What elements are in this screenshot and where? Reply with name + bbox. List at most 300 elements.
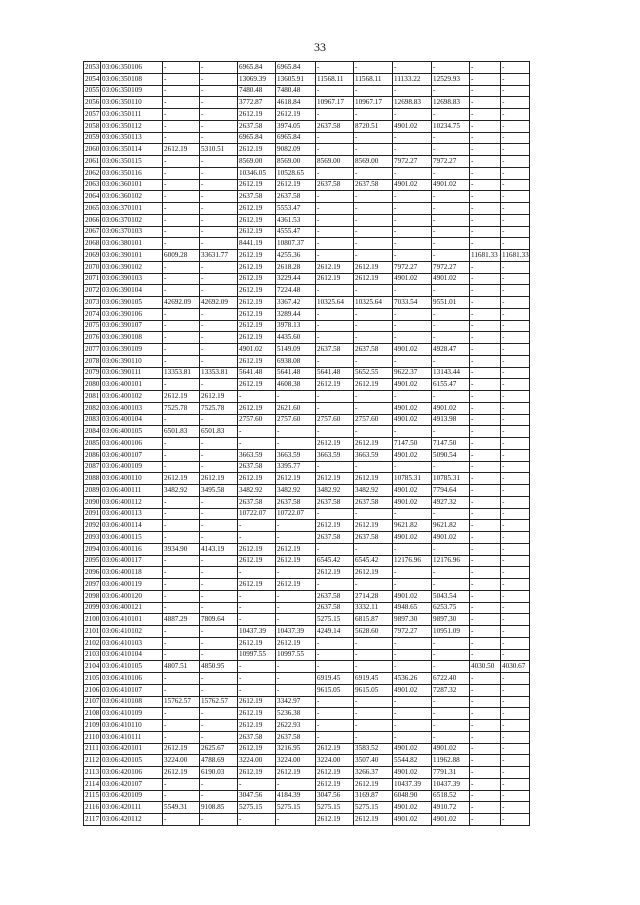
value-cell: - [393,144,432,156]
value-cell: - [276,426,316,438]
value-cell: - [501,144,530,156]
value-cell: 4255.36 [276,250,316,262]
value-cell: 5628.60 [354,626,393,638]
value-cell: - [393,62,432,74]
value-cell: - [200,285,238,297]
value-cell: 8441.19 [238,238,276,250]
value-cell: - [501,62,530,74]
value-cell: 2612.19 [354,520,393,532]
value-cell: - [354,637,393,649]
row-code-cell: 03:06:400112 [101,496,163,508]
value-cell: - [200,261,238,273]
value-cell: 4901.02 [238,344,276,356]
row-code-cell: 03:06:400116 [101,543,163,555]
value-cell: 6155.47 [432,379,470,391]
value-cell: - [316,637,354,649]
value-cell: - [200,461,238,473]
value-cell: 4910.72 [432,802,470,814]
table-row [84,109,530,121]
row-number-cell: 2091 [84,508,101,520]
value-cell: 2612.19 [238,473,276,485]
row-code-cell: 03:06:390111 [101,367,163,379]
value-cell: 5553.47 [276,203,316,215]
value-cell: 2757.60 [238,414,276,426]
value-cell: 4901.02 [393,814,432,826]
value-cell: 2612.19 [238,320,276,332]
value-cell: - [276,438,316,450]
row-code-cell: 03:06:350108 [101,73,163,85]
value-cell: - [354,696,393,708]
value-cell: - [501,379,530,391]
row-number-cell: 2061 [84,156,101,168]
value-cell: - [432,214,470,226]
value-cell: 4928.47 [432,344,470,356]
value-cell: - [200,414,238,426]
row-number-cell: 2114 [84,778,101,790]
table-row [84,473,530,485]
value-cell: 2612.19 [238,285,276,297]
value-cell: 11681.33 [470,250,501,262]
table-row [84,85,530,97]
value-cell: - [470,179,501,191]
value-cell: - [501,590,530,602]
value-cell: 10437.39 [276,626,316,638]
value-cell: 6919.45 [316,673,354,685]
row-number-cell: 2102 [84,637,101,649]
value-cell: 4901.02 [432,532,470,544]
table-row [84,720,530,732]
value-cell: - [200,308,238,320]
row-code-cell: 03:06:410108 [101,696,163,708]
value-cell: 2637.58 [316,532,354,544]
value-cell: 11568.11 [316,73,354,85]
row-number-cell: 2109 [84,720,101,732]
value-cell: - [470,156,501,168]
value-cell: - [393,109,432,121]
value-cell: 2612.19 [238,203,276,215]
value-cell: - [470,567,501,579]
value-cell: - [470,132,501,144]
value-cell: - [470,120,501,132]
table-row [84,496,530,508]
value-cell: - [163,285,200,297]
value-cell: - [200,320,238,332]
value-cell: - [238,614,276,626]
value-cell: 10997.55 [276,649,316,661]
value-cell: - [393,649,432,661]
value-cell: - [470,720,501,732]
value-cell: 2612.19 [238,179,276,191]
value-cell: - [163,238,200,250]
value-cell: - [501,214,530,226]
value-cell: 2637.58 [316,590,354,602]
value-cell: - [163,673,200,685]
value-cell: - [354,332,393,344]
value-cell: 3216.95 [276,743,316,755]
value-cell: 4901.02 [393,590,432,602]
row-code-cell: 03:06:400120 [101,590,163,602]
value-cell: 3482.92 [276,485,316,497]
value-cell: - [501,731,530,743]
value-cell: - [354,132,393,144]
value-cell: - [470,496,501,508]
value-cell: 10951.09 [432,626,470,638]
value-cell: - [470,167,501,179]
value-cell: - [432,285,470,297]
value-cell: 2612.19 [238,767,276,779]
value-cell: 2612.19 [354,814,393,826]
value-cell: - [432,696,470,708]
value-cell: - [200,520,238,532]
value-cell: 13353.81 [163,367,200,379]
row-code-cell: 03:06:410102 [101,626,163,638]
value-cell: - [163,449,200,461]
value-cell: 2612.19 [238,543,276,555]
value-cell: 2612.19 [354,261,393,273]
value-cell: - [354,191,393,203]
value-cell: 4948.65 [393,602,432,614]
row-number-cell: 2060 [84,144,101,156]
row-number-cell: 2066 [84,214,101,226]
row-number-cell: 2107 [84,696,101,708]
value-cell: - [393,332,432,344]
value-cell: - [316,167,354,179]
value-cell: 6919.45 [354,673,393,685]
value-cell: - [354,720,393,732]
value-cell: - [432,250,470,262]
value-cell: 2625.67 [200,743,238,755]
value-cell: - [163,132,200,144]
row-number-cell: 2083 [84,414,101,426]
row-number-cell: 2075 [84,320,101,332]
value-cell: - [501,438,530,450]
value-cell: - [276,614,316,626]
value-cell: - [354,649,393,661]
value-cell: 2612.19 [163,391,200,403]
table-row [84,250,530,262]
value-cell: 2612.19 [316,814,354,826]
value-cell: - [501,778,530,790]
value-cell: - [501,473,530,485]
value-cell: 2637.58 [316,496,354,508]
row-number-cell: 2101 [84,626,101,638]
value-cell: 5275.15 [238,802,276,814]
value-cell: 2612.19 [276,579,316,591]
value-cell: - [470,790,501,802]
value-cell: - [501,426,530,438]
value-cell: - [238,673,276,685]
value-cell: - [316,320,354,332]
value-cell: - [354,508,393,520]
value-cell: - [501,73,530,85]
value-cell: 2612.19 [316,473,354,485]
value-cell: - [316,661,354,673]
row-number-cell: 2105 [84,673,101,685]
value-cell: - [501,273,530,285]
value-cell: - [432,203,470,215]
row-code-cell: 03:06:410109 [101,708,163,720]
value-cell: 11133.22 [393,73,432,85]
value-cell: - [200,720,238,732]
value-cell: 2757.60 [354,414,393,426]
value-cell: 7809.64 [200,614,238,626]
value-cell: - [200,637,238,649]
value-cell: 11568.11 [354,73,393,85]
row-code-cell: 03:06:350114 [101,144,163,156]
value-cell: 9615.05 [316,684,354,696]
value-cell: - [354,543,393,555]
value-cell: - [432,62,470,74]
table-row [84,320,530,332]
value-cell: - [470,297,501,309]
value-cell: 2612.19 [238,332,276,344]
table-row [84,273,530,285]
value-cell: 2612.19 [238,402,276,414]
value-cell: - [238,520,276,532]
value-cell: - [200,567,238,579]
value-cell: 2612.19 [354,567,393,579]
value-cell: 2637.58 [276,731,316,743]
value-cell: 3289.44 [276,308,316,320]
value-cell: 2612.19 [163,743,200,755]
row-number-cell: 2112 [84,755,101,767]
value-cell: 2637.58 [354,532,393,544]
value-cell: - [470,520,501,532]
table-row [84,532,530,544]
value-cell: 2612.19 [163,767,200,779]
value-cell: - [432,708,470,720]
value-cell: - [432,731,470,743]
value-cell: - [393,320,432,332]
value-cell: - [501,579,530,591]
value-cell: - [276,778,316,790]
row-code-cell: 03:06:360101 [101,179,163,191]
value-cell: - [501,720,530,732]
value-cell: - [470,473,501,485]
value-cell: - [470,344,501,356]
value-cell: - [316,426,354,438]
value-cell: - [470,767,501,779]
value-cell: - [501,532,530,544]
value-cell: - [432,508,470,520]
value-cell: 10234.75 [432,120,470,132]
value-cell: - [163,203,200,215]
row-code-cell: 03:06:410104 [101,649,163,661]
row-number-cell: 2092 [84,520,101,532]
value-cell: - [163,438,200,450]
value-cell: 10722.07 [276,508,316,520]
value-cell: 4901.02 [393,802,432,814]
value-cell: 10325.64 [354,297,393,309]
value-cell: 3663.59 [276,449,316,461]
value-cell: 3482.92 [354,485,393,497]
value-cell: - [470,731,501,743]
value-cell: - [238,391,276,403]
row-number-cell: 2095 [84,555,101,567]
value-cell: 2637.58 [238,731,276,743]
value-cell: - [200,332,238,344]
value-cell: - [163,120,200,132]
value-cell: - [470,355,501,367]
row-code-cell: 03:06:350112 [101,120,163,132]
row-number-cell: 2068 [84,238,101,250]
value-cell: - [470,203,501,215]
value-cell: 12698.83 [432,97,470,109]
row-number-cell: 2057 [84,109,101,121]
value-cell: - [393,214,432,226]
row-code-cell: 03:06:350116 [101,167,163,179]
table-row [84,708,530,720]
value-cell: 6965.84 [238,62,276,74]
value-cell: 2612.19 [238,637,276,649]
table-row [84,802,530,814]
value-cell: 10437.39 [432,778,470,790]
value-cell: 5641.48 [316,367,354,379]
row-number-cell: 2074 [84,308,101,320]
value-cell: - [393,426,432,438]
row-number-cell: 2079 [84,367,101,379]
value-cell: - [432,649,470,661]
table-row [84,191,530,203]
value-cell: - [470,402,501,414]
table-row [84,790,530,802]
value-cell: - [163,684,200,696]
value-cell: - [200,344,238,356]
row-code-cell: 03:06:390110 [101,355,163,367]
value-cell: - [276,567,316,579]
value-cell: - [432,579,470,591]
value-cell: - [501,109,530,121]
table-row [84,73,530,85]
value-cell: 3663.59 [316,449,354,461]
row-code-cell: 03:06:400101 [101,379,163,391]
row-number-cell: 2055 [84,85,101,97]
value-cell: - [501,332,530,344]
value-cell: 4927.32 [432,496,470,508]
value-cell: - [393,191,432,203]
table-row [84,308,530,320]
value-cell: - [163,308,200,320]
value-cell: - [276,590,316,602]
value-cell: 2612.19 [276,473,316,485]
value-cell: - [200,731,238,743]
value-cell: - [354,250,393,262]
value-cell: 2612.19 [276,555,316,567]
value-cell: - [276,520,316,532]
value-cell: 2612.19 [238,379,276,391]
value-cell: - [470,637,501,649]
value-cell: - [470,485,501,497]
value-cell: 2612.19 [354,379,393,391]
row-code-cell: 03:06:350110 [101,97,163,109]
value-cell: 2637.58 [316,344,354,356]
value-cell: - [470,109,501,121]
value-cell: 4435.60 [276,332,316,344]
table-row [84,332,530,344]
value-cell: - [163,167,200,179]
row-number-cell: 2085 [84,438,101,450]
table-row [84,391,530,403]
value-cell: - [393,661,432,673]
value-cell: - [163,332,200,344]
value-cell: - [470,649,501,661]
value-cell: - [200,438,238,450]
value-cell: - [316,332,354,344]
value-cell: - [163,156,200,168]
table-row [84,203,530,215]
row-number-cell: 2099 [84,602,101,614]
value-cell: 10785.31 [393,473,432,485]
value-cell: - [470,778,501,790]
value-cell: - [393,567,432,579]
table-row [84,226,530,238]
value-cell: 9621.82 [432,520,470,532]
value-cell: - [200,626,238,638]
value-cell: - [501,696,530,708]
value-cell: 4536.26 [393,673,432,685]
value-cell: 2612.19 [238,720,276,732]
value-cell: - [470,332,501,344]
value-cell: - [200,191,238,203]
value-cell: 7525.78 [200,402,238,414]
table-row [84,132,530,144]
row-code-cell: 03:06:410111 [101,731,163,743]
value-cell: 6965.84 [276,62,316,74]
row-number-cell: 2063 [84,179,101,191]
value-cell: - [316,696,354,708]
value-cell: 4901.02 [393,449,432,461]
row-code-cell: 03:06:400115 [101,532,163,544]
value-cell: - [163,731,200,743]
row-number-cell: 2103 [84,649,101,661]
value-cell: - [470,214,501,226]
value-cell: 3047.56 [316,790,354,802]
value-cell: 42692.09 [200,297,238,309]
table-row [84,731,530,743]
value-cell: - [501,485,530,497]
value-cell: 2637.58 [238,120,276,132]
value-cell: - [238,426,276,438]
row-code-cell: 03:06:400121 [101,602,163,614]
value-cell: 5149.09 [276,344,316,356]
value-cell: - [200,273,238,285]
value-cell: 2757.60 [316,414,354,426]
row-number-cell: 2059 [84,132,101,144]
value-cell: - [163,626,200,638]
value-cell: - [316,461,354,473]
value-cell: 10967.17 [354,97,393,109]
value-cell: - [200,120,238,132]
row-code-cell: 03:06:400102 [101,391,163,403]
value-cell: - [470,367,501,379]
value-cell: 3495.58 [200,485,238,497]
value-cell: 7972.27 [393,156,432,168]
value-cell: 12176.96 [432,555,470,567]
value-cell: - [316,109,354,121]
value-cell: - [393,543,432,555]
value-cell: 6965.84 [238,132,276,144]
value-cell: 2612.19 [354,273,393,285]
row-number-cell: 2086 [84,449,101,461]
value-cell: 2637.58 [316,602,354,614]
row-code-cell: 03:06:370103 [101,226,163,238]
value-cell: 2612.19 [238,109,276,121]
row-number-cell: 2070 [84,261,101,273]
value-cell: - [470,308,501,320]
value-cell: 2637.58 [354,179,393,191]
value-cell: - [238,778,276,790]
value-cell: - [200,590,238,602]
